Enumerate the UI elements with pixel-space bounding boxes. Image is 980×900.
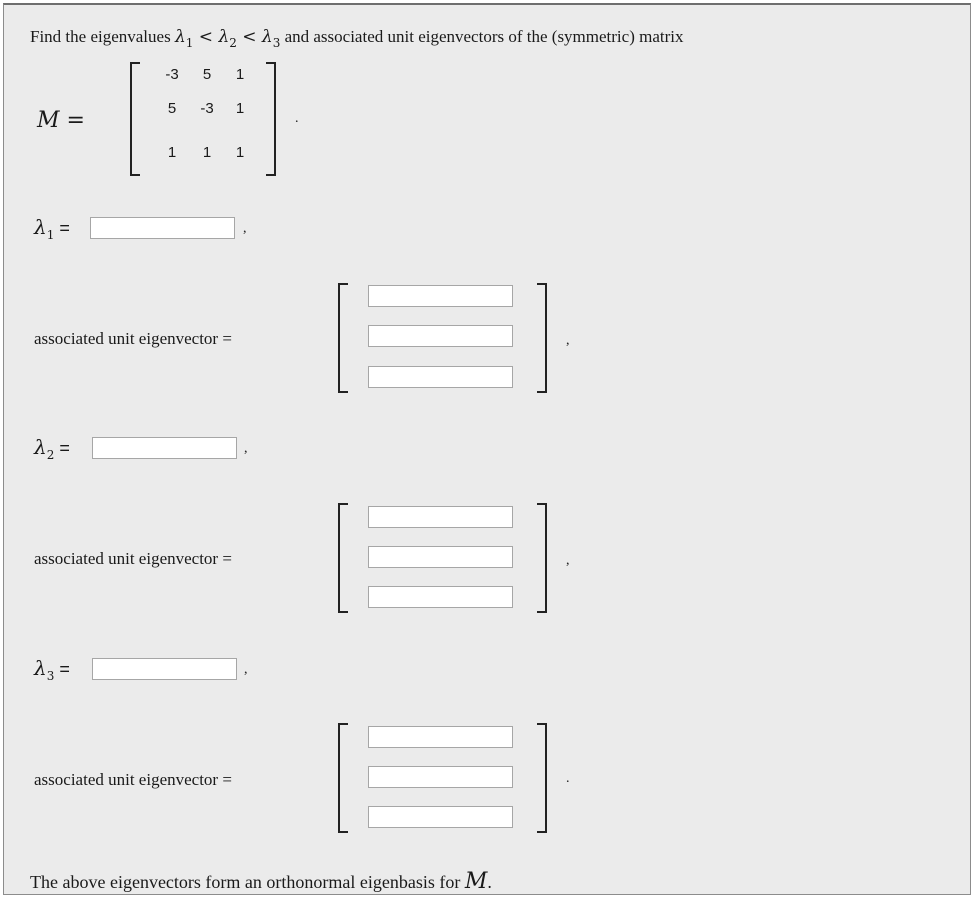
intro-prefix: Find the eigenvalues — [30, 27, 175, 46]
matrix-cell: 1 — [202, 144, 212, 161]
eigenvector-3-left-bracket — [338, 723, 348, 833]
eigenvector-2-label: associated unit eigenvector = — [34, 549, 232, 568]
matrix-cell: -3 — [165, 66, 179, 83]
lambda-2-input[interactable] — [92, 437, 237, 459]
eigenvector-1-component-2[interactable] — [368, 325, 513, 347]
lambda-1-input[interactable] — [90, 217, 235, 239]
eigenvector-2-right-bracket — [537, 503, 547, 613]
lambda-3-input[interactable] — [92, 658, 237, 680]
eigenvector-1-label: associated unit eigenvector = — [34, 329, 232, 348]
matrix — [130, 62, 280, 178]
lambda-3-comma: , — [244, 662, 248, 677]
lambda-3-symbol: $\lambda_3$ — [261, 27, 281, 50]
eigenvector-3-component-2[interactable] — [368, 766, 513, 788]
eigenvector-2-left-bracket — [338, 503, 348, 613]
eigenvector-3-component-3[interactable] — [368, 806, 513, 828]
eigenvector-2-component-3[interactable] — [368, 586, 513, 608]
question-panel — [3, 3, 971, 895]
matrix-label: M = — [37, 108, 85, 133]
question-text — [30, 27, 684, 50]
less-than-2: < — [236, 27, 262, 47]
matrix-cell: 1 — [235, 144, 245, 161]
footer-text: The above eigenvectors form an orthonormal eigenbasis for M. — [30, 869, 492, 894]
eigenvector-2-component-1[interactable] — [368, 506, 513, 528]
matrix-cell: -3 — [200, 100, 214, 117]
matrix-cell: 5 — [202, 66, 212, 83]
eigenvector-3-right-bracket — [537, 723, 547, 833]
lambda-1-comma: , — [243, 221, 247, 236]
lambda-1-label: $\lambda_1$ = — [34, 215, 70, 242]
eigenvector-1-component-1[interactable] — [368, 285, 513, 307]
lambda-2-symbol: $\lambda_2$ — [218, 27, 237, 50]
lambda-2-comma: , — [244, 441, 248, 456]
matrix-cell: 1 — [235, 66, 245, 83]
intro-suffix: and associated unit eigenvectors of the (symmetric) matrix — [280, 27, 684, 46]
eigenvector-3-component-1[interactable] — [368, 726, 513, 748]
matrix-cell: 1 — [167, 144, 177, 161]
eigenvector-1-right-bracket — [537, 283, 547, 393]
lambda-1-symbol: $\lambda_1$ — [174, 27, 194, 50]
matrix-cell: 1 — [235, 100, 245, 117]
eigenvector-3-label: associated unit eigenvector = — [34, 770, 232, 789]
matrix-cell: 5 — [167, 100, 177, 117]
eigenvector-3-period: . — [566, 771, 570, 786]
eigenvector-2-comma: , — [566, 553, 570, 568]
lambda-3-label: $\lambda_3$ = — [34, 656, 70, 683]
eigenvector-1-component-3[interactable] — [368, 366, 513, 388]
eigenvector-2-component-2[interactable] — [368, 546, 513, 568]
eigenvector-1-comma: , — [566, 333, 570, 348]
lambda-2-label: $\lambda_2$ = — [34, 435, 70, 462]
less-than-1: < — [193, 27, 219, 47]
eigenvector-1-left-bracket — [338, 283, 348, 393]
matrix-period: . — [295, 111, 299, 126]
matrix-right-bracket — [266, 62, 276, 176]
matrix-left-bracket — [130, 62, 140, 176]
